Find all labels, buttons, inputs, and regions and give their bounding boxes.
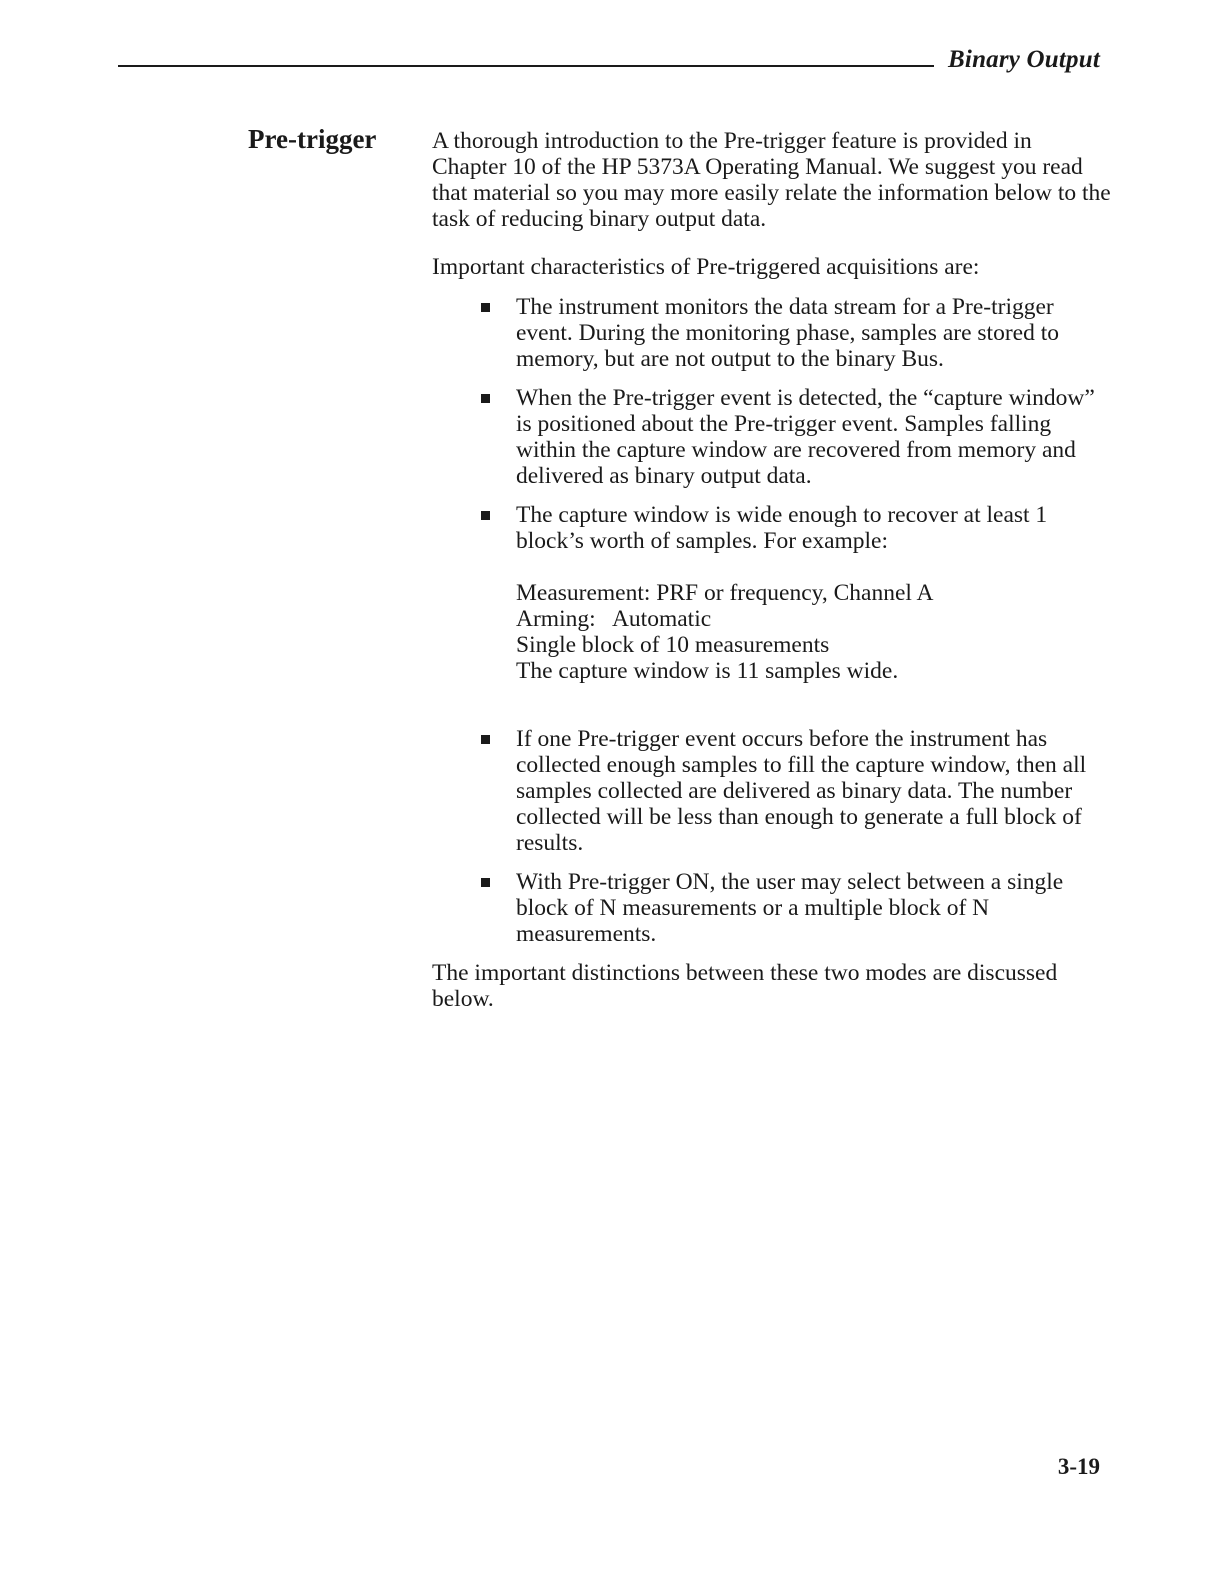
running-head: Binary Output xyxy=(948,46,1100,73)
list-item-text: The instrument monitors the data stream for a Pre-trigger event. During the monitoring phase, samples are stored to memory, but are not output to the binary Bus. xyxy=(516,294,1059,372)
square-bullet-icon xyxy=(481,303,490,312)
list-item xyxy=(432,726,1112,856)
list-item-text: With Pre-trigger ON, the user may select between a single block of N measurements or a multiple block of N measurements. xyxy=(516,869,1064,947)
body-column xyxy=(432,128,1112,1034)
list-item-text: If one Pre-trigger event occurs before the instrument has collected enough samples to fill the capture window, then all samples collected are delivered as binary data. The number collected will be less than enough to generate a full block of results. xyxy=(516,726,1087,856)
square-bullet-icon xyxy=(481,878,490,887)
example-block xyxy=(516,580,1112,684)
list-item xyxy=(432,502,1112,684)
header-rule xyxy=(118,65,934,67)
square-bullet-icon xyxy=(481,511,490,520)
list-item-text: The capture window is wide enough to recover at least 1 block’s worth of samples. For example: xyxy=(516,502,1048,554)
closing-paragraph: The important distinctions between these two modes are discussed below. xyxy=(432,960,1058,1012)
square-bullet-icon xyxy=(481,735,490,744)
section-heading: Pre-trigger xyxy=(248,124,377,154)
intro-paragraph: A thorough introduction to the Pre-trigger feature is provided in Chapter 10 of the HP 5373A Operating Manual. We suggest you read that material so you may more easily relate the information below to the task of reducing binary output data. xyxy=(432,128,1111,232)
page-number: 3-19 xyxy=(1057,1454,1100,1479)
example-line: The capture window is 11 samples wide. xyxy=(516,658,899,684)
list-item xyxy=(432,294,1112,372)
list-item-text: When the Pre-trigger event is detected, the “capture window” is positioned about the Pre-trigger event. Samples falling within the capture window are recovered from memory and delivered as binary output data. xyxy=(516,385,1095,489)
square-bullet-icon xyxy=(481,394,490,403)
characteristics-intro: Important characteristics of Pre-triggered acquisitions are: xyxy=(432,254,980,280)
example-line: Single block of 10 measurements xyxy=(516,632,830,658)
list-item xyxy=(432,385,1112,489)
list-item xyxy=(432,869,1112,947)
characteristics-list xyxy=(432,294,1112,947)
example-line: Arming: Automatic xyxy=(516,606,712,632)
example-line: Measurement: PRF or frequency, Channel A xyxy=(516,580,934,606)
